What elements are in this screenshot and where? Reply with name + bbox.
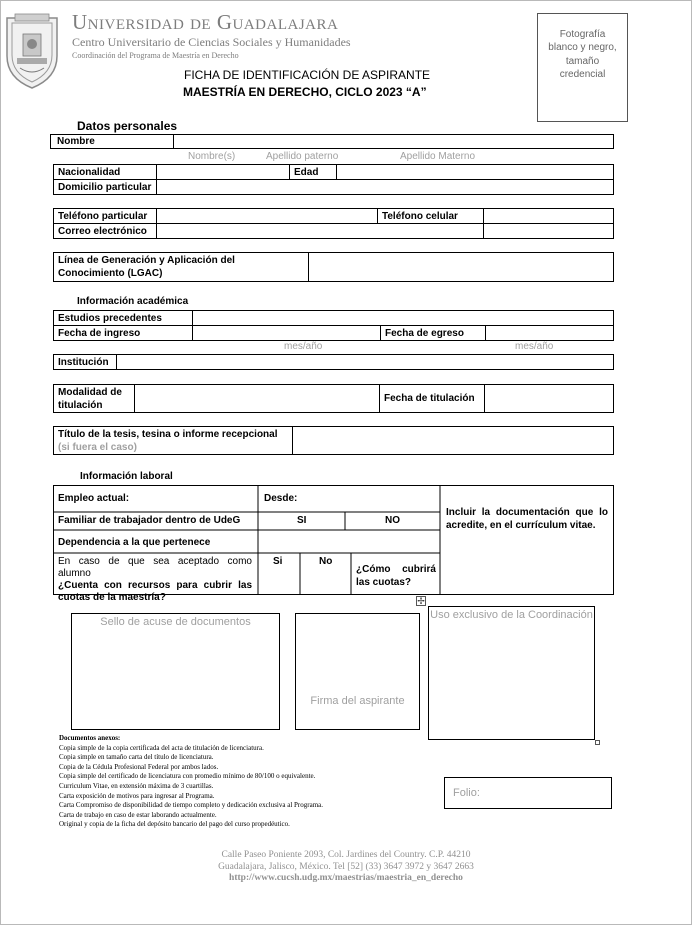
firma-box[interactable] <box>295 613 420 730</box>
institucion-input[interactable] <box>117 355 614 370</box>
caso-line1: En caso de que sea aceptado como alumno <box>58 556 252 579</box>
documentos-title: Documentos anexos: <box>59 734 121 742</box>
hint-mes-ingreso: mes/año <box>284 341 323 352</box>
firma-label: Firma del aspirante <box>310 695 405 707</box>
coordination-name: Coordinación del Programa de Maestría en Derecho <box>72 51 239 60</box>
section-informacion-academica: Información académica <box>77 296 189 307</box>
form-title: FICHA DE IDENTIFICACIÓN DE ASPIRANTE <box>184 68 431 82</box>
doc-item: Curriculum Vitae, en extensión máxima de 3 cuartillas. <box>59 781 214 790</box>
university-name: Universidad de Guadalajara <box>72 10 339 34</box>
lgac-table <box>53 252 614 282</box>
hint-nombres: Nombre(s) <box>188 151 236 162</box>
estudios-label: Estudios precedentes <box>54 311 193 326</box>
section-datos-personales: Datos personales <box>77 119 178 133</box>
doc-item: Copia simple del certificado de licenciatura con promedio mínimo de 80/100 o equivalente. <box>59 772 316 781</box>
telefono-particular-label: Teléfono particular <box>54 209 157 224</box>
desde-label: Desde: <box>264 493 298 504</box>
fecha-titulacion-input[interactable] <box>485 385 614 413</box>
nombre-row <box>50 134 614 149</box>
incluir-documentacion: Incluir la documentación que lo acredite, en el currículum vitae. <box>446 507 608 531</box>
laboral-grid <box>53 485 614 603</box>
recursos-si[interactable]: Si <box>273 556 283 567</box>
tesis-table <box>53 426 614 455</box>
hint-apellido-paterno: Apellido paterno <box>266 151 339 162</box>
section-informacion-laboral: Información laboral <box>80 471 173 482</box>
familiar-no[interactable]: NO <box>385 515 400 526</box>
empleo-label: Empleo actual: <box>58 493 130 504</box>
doc-item: Copia simple en tamaño carta del título de licenciatura. <box>59 753 214 762</box>
university-seal-logo <box>3 12 61 90</box>
folio-label: Folio: <box>453 787 480 799</box>
doc-item: Original y copia de la ficha del depósito bancario del pago del curso propedéutico. <box>59 820 290 829</box>
doc-item: Carta exposición de motivos para ingresar al Programa. <box>59 791 215 800</box>
nacionalidad-domicilio-table <box>53 164 614 195</box>
correo-label: Correo electrónico <box>54 224 157 239</box>
footer-line1: Calle Paseo Poniente 2093, Col. Jardines del Country. C.P. 44210 <box>221 850 471 860</box>
documentos-anexos <box>59 734 323 830</box>
institucion-table <box>53 354 614 370</box>
telefono-particular-input[interactable] <box>157 209 378 224</box>
dependencia-label: Dependencia a la que pertenece <box>58 537 211 548</box>
nombre-input[interactable] <box>175 135 613 148</box>
hint-mes-egreso: mes/año <box>515 341 554 352</box>
nacionalidad-input[interactable] <box>157 165 290 180</box>
sello-label: Sello de acuse de documentos <box>100 616 251 628</box>
folio-box[interactable] <box>444 777 612 809</box>
telefono-celular-label: Teléfono celular <box>378 209 484 224</box>
familiar-label: Familiar de trabajador dentro de UdeG <box>58 515 241 526</box>
modalidad-table <box>53 384 614 413</box>
domicilio-input[interactable] <box>157 180 614 195</box>
fecha-titulacion-label: Fecha de titulación <box>380 385 485 413</box>
uso-coordinacion-box <box>428 606 595 740</box>
modalidad-label: Modalidad de titulación <box>54 385 135 413</box>
footer-url[interactable]: http://www.cucsh.udg.mx/maestrias/maestria_en_derecho <box>229 873 463 883</box>
photo-box <box>537 13 628 122</box>
institucion-label: Institución <box>54 355 117 370</box>
footer-line2: Guadalajara, Jalisco, México. Tel [52] (33) 3647 3972 y 3647 2663 <box>218 861 474 872</box>
resize-handle-icon[interactable] <box>595 740 600 745</box>
como-cubrira: ¿Cómo cubrirá las cuotas? <box>356 564 436 588</box>
edad-label: Edad <box>290 165 337 180</box>
hint-apellido-materno: Apellido Materno <box>400 151 476 162</box>
correo-extra <box>484 224 614 239</box>
domicilio-label: Domicilio particular <box>54 180 157 195</box>
familiar-si[interactable]: SI <box>297 515 307 526</box>
correo-input[interactable] <box>157 224 484 239</box>
doc-item: Carta Compromiso de disponibilidad de tiempo completo y dedicación exclusiva al Programa. <box>59 801 323 810</box>
fecha-egreso-label: Fecha de egreso <box>381 326 486 341</box>
modalidad-input[interactable] <box>135 385 380 413</box>
lgac-input[interactable] <box>309 253 614 282</box>
tesis-label-cell <box>54 427 293 455</box>
footer-address <box>0 850 692 885</box>
caso-line2: ¿Cuenta con recursos para cubrir las cuotas de la maestría? <box>58 580 252 603</box>
contacto-table <box>53 208 614 239</box>
edad-input[interactable] <box>337 165 614 180</box>
caso-aceptado <box>58 556 252 604</box>
uso-label: Uso exclusivo de la Coordinación <box>430 609 593 621</box>
nacionalidad-label: Nacionalidad <box>54 165 157 180</box>
telefono-celular-input[interactable] <box>484 209 614 224</box>
sello-box <box>71 613 280 730</box>
nombre-label: Nombre <box>57 136 95 147</box>
tesis-label: Título de la tesis, tesina o informe recepcional <box>58 428 278 440</box>
estudios-input[interactable] <box>193 311 614 326</box>
doc-item: Copia de la Cédula Profesional Federal por ambos lados. <box>59 762 219 771</box>
estudios-table <box>53 310 614 341</box>
tesis-si-fuera: (si fuera el caso) <box>58 441 137 453</box>
fecha-ingreso-label: Fecha de ingreso <box>54 326 193 341</box>
recursos-no[interactable]: No <box>319 556 333 567</box>
fecha-ingreso-input[interactable] <box>193 326 381 341</box>
move-handle-icon[interactable]: ✢ <box>417 596 425 606</box>
fecha-egreso-input[interactable] <box>486 326 614 341</box>
photo-instructions: Fotografía blanco y negro, tamaño credencial <box>548 28 617 80</box>
doc-item: Copia simple de la copia certificada del acta de titulación de licenciatura. <box>59 743 264 752</box>
tesis-input[interactable] <box>293 427 614 455</box>
lgac-label: Línea de Generación y Aplicación del Conocimiento (LGAC) <box>54 253 309 282</box>
program-title: MAESTRÍA EN DERECHO, CICLO 2023 “A” <box>183 85 427 99</box>
center-name: Centro Universitario de Ciencias Sociales y Humanidades <box>72 35 351 49</box>
doc-item: Carta de trabajo en caso de estar laborando actualmente. <box>59 810 217 819</box>
